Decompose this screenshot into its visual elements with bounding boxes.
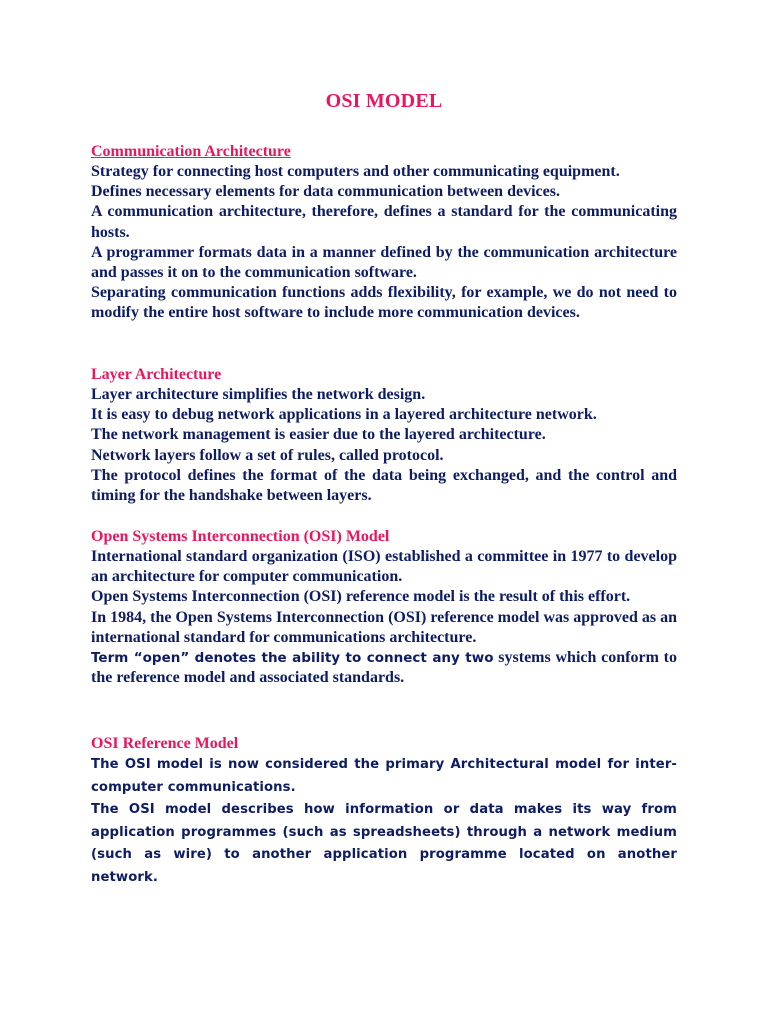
paragraph: It is easy to debug network applications in a layered architecture network. — [91, 406, 597, 424]
paragraph: The OSI model is now considered the primary Architectural model for inter-computer communications. — [91, 757, 677, 795]
paragraph-sans-run: Term “open” denotes the ability to connect any two — [91, 650, 494, 667]
section-heading: OSI Reference Model — [91, 735, 239, 752]
paragraph: Layer architecture simplifies the network design. — [91, 386, 426, 403]
paragraph: Strategy for connecting host computers and other communicating equipment. — [91, 163, 620, 180]
paragraph: Open Systems Interconnection (OSI) reference model is the result of this effort. — [91, 588, 631, 606]
paragraph: A communication architecture, therefore, defines a standard for the communicating hosts. — [91, 203, 677, 241]
section-heading: Layer Architecture — [91, 366, 222, 383]
paragraph: International standard organization (ISO) established a committee in 1977 to develop an architecture for computer communication. — [91, 548, 677, 586]
paragraph: A programmer formats data in a manner defined by the communication architecture and passes it on to the communication software. — [91, 243, 677, 282]
paragraph: The OSI model describes how information or data makes its way from application programmes (such as spreadsheets) through a network medium (such as wire) to another application programme located on another network. — [91, 802, 677, 885]
paragraph: Separating communication functions adds flexibility, for example, we do not need to modify the entire host software to include more communication devices. — [91, 284, 677, 322]
section-heading: Communication Architecture — [91, 143, 291, 160]
section-osi-reference-model — [91, 734, 677, 890]
document-page — [91, 0, 677, 1024]
paragraph-serif-run: systems which conform to the reference model and associated standards. — [91, 649, 677, 687]
section-osi-model — [91, 527, 677, 688]
paragraph — [91, 648, 677, 688]
paragraph: In 1984, the Open Systems Interconnection (OSI) reference model was approved as an international standard for communications architecture. — [91, 608, 677, 646]
paragraph: Network layers follow a set of rules, called protocol. — [91, 446, 444, 464]
paragraph: The network management is easier due to the layered architecture. — [91, 426, 546, 444]
section-layer-architecture — [91, 365, 677, 506]
section-heading: Open Systems Interconnection (OSI) Model — [91, 528, 390, 545]
page-title: OSI MODEL — [325, 90, 443, 112]
paragraph: The protocol defines the format of the data being exchanged, and the control and timing for the handshake between layers. — [91, 466, 677, 505]
paragraph: Defines necessary elements for data communication between devices. — [91, 183, 560, 201]
section-communication-architecture — [91, 142, 677, 324]
